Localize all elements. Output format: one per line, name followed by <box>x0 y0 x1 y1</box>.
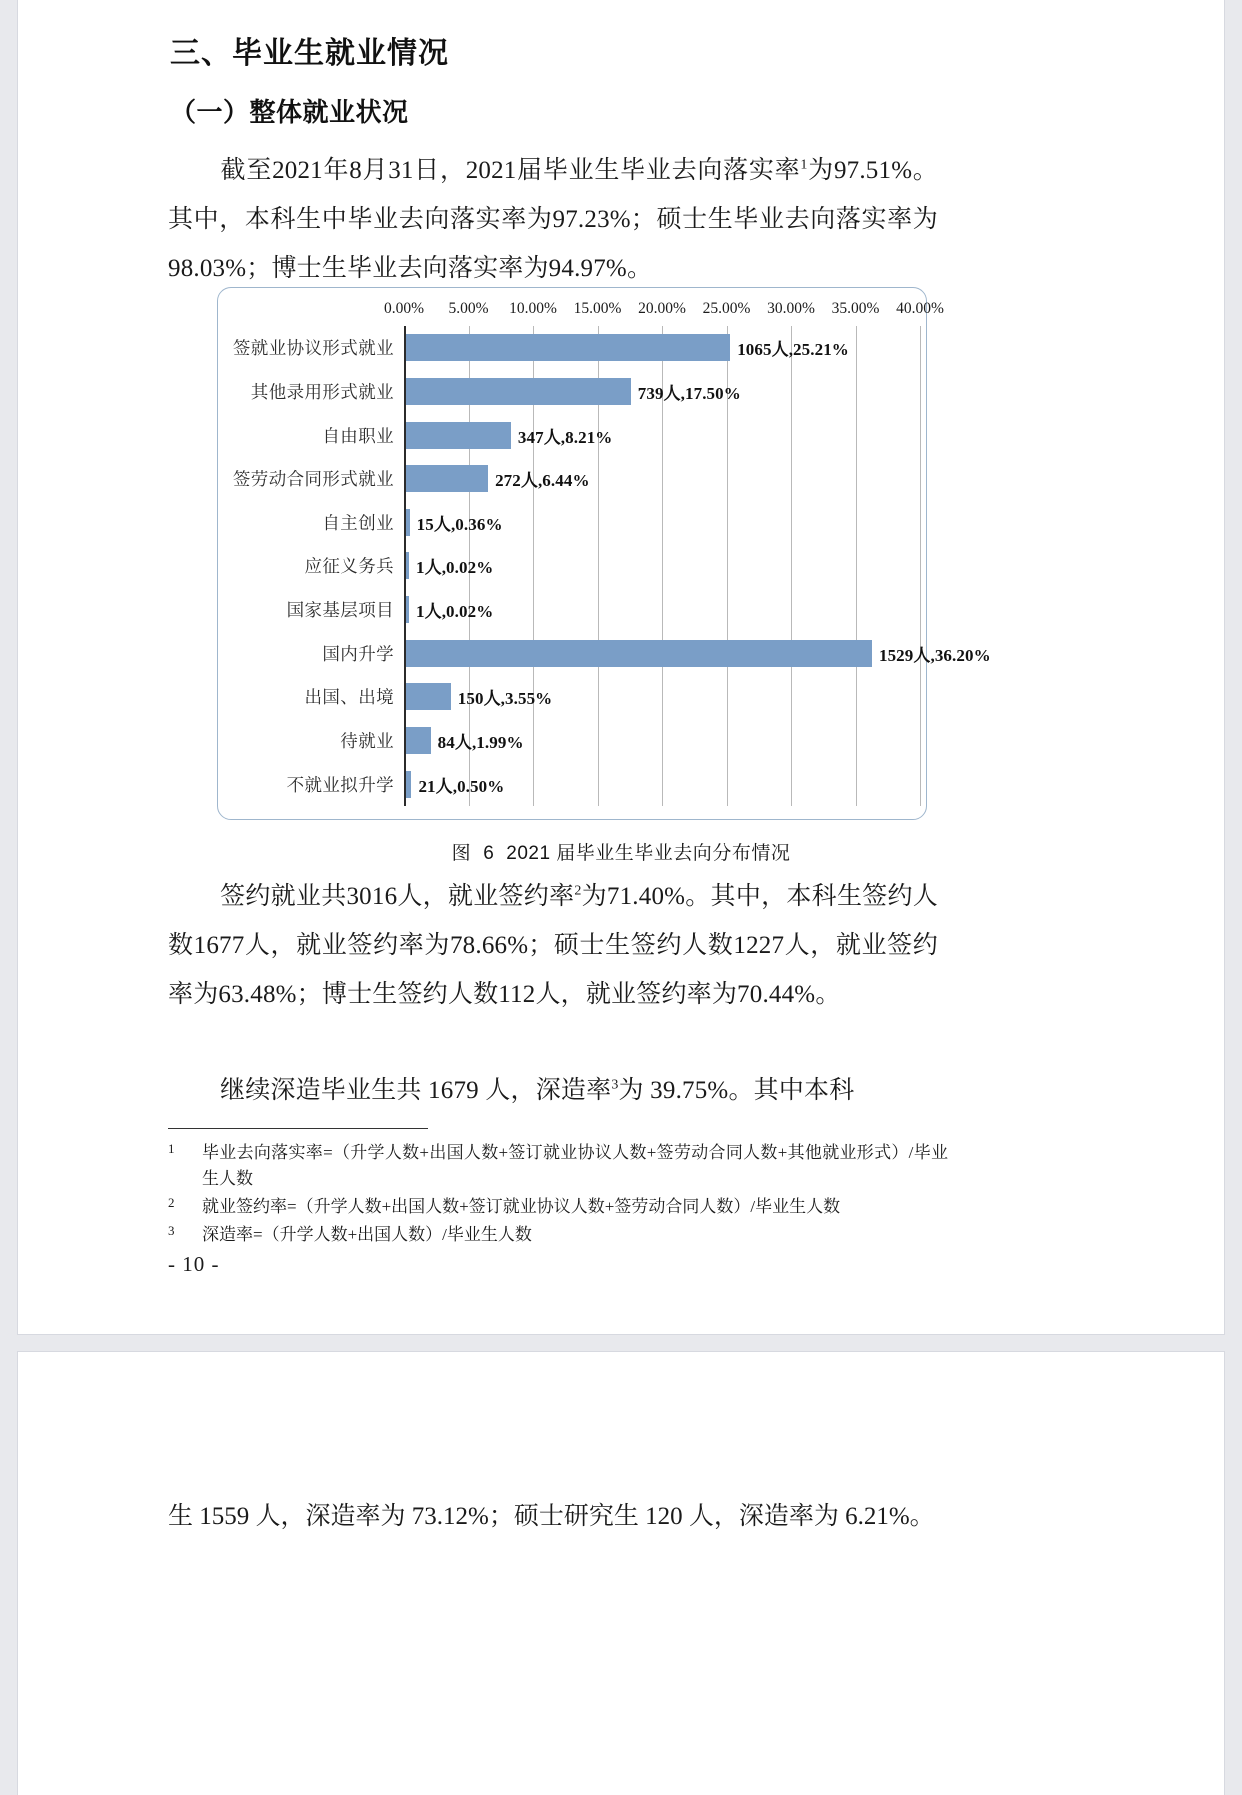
bar-category-label: 不就业拟升学 <box>286 774 394 795</box>
x-axis-tick-label: 40.00% <box>896 300 944 317</box>
footnote-list <box>168 1140 948 1250</box>
footnote-ref-3: 3 <box>611 1077 619 1093</box>
chart-bar <box>405 334 730 361</box>
bar-data-label: 84人,1.99% <box>437 733 524 753</box>
paragraph-further-study <box>168 1066 938 1115</box>
chart-bar <box>405 640 872 667</box>
paragraph-3-rest: 为 39.75%。其中本科 <box>618 1077 855 1104</box>
footnote-ref-1: 1 <box>800 157 808 173</box>
footnote-marker: 3 <box>168 1223 175 1238</box>
paragraph-overall-employment <box>168 146 938 293</box>
chart-bar <box>405 378 631 405</box>
bar-category-label: 签劳动合同形式就业 <box>232 469 394 490</box>
section-heading: 三、毕业生就业情况 <box>170 37 449 70</box>
bar-data-label: 21人,0.50% <box>418 776 505 796</box>
chart-bar-row <box>322 501 920 545</box>
x-axis-tick-label: 25.00% <box>702 300 751 317</box>
value-axis-line <box>404 326 406 806</box>
figure-caption-title: 2021 届毕业生毕业去向分布情况 <box>506 843 791 864</box>
bar-category-label: 国家基层项目 <box>286 600 394 621</box>
bar-category-label: 自主创业 <box>322 512 394 533</box>
bar-category-label: 出国、出境 <box>304 687 394 708</box>
document-page-2 <box>18 1352 1224 1795</box>
footnote-text: 深造率=（升学人数+出国人数）/毕业生人数 <box>202 1225 532 1244</box>
paragraph-2-rest: 为71.40%。其中，本科生签约人数1677人，就业签约率为78.66%；硕士生签约人数1227人，就业签约率为63.48%；博士生签约人数112人，就业签约率为70.44%。 <box>168 883 938 1008</box>
x-axis-tick-label: 30.00% <box>767 300 815 317</box>
bar-data-label: 1人,0.02% <box>416 602 494 622</box>
bar-category-label: 应征义务兵 <box>304 556 394 577</box>
paragraph-signed-employment <box>168 872 938 1019</box>
chart-bar-row <box>232 457 920 501</box>
footnote-marker: 1 <box>168 1141 175 1156</box>
bar-data-label: 272人,6.44% <box>495 471 590 491</box>
chart-plot-container <box>218 288 991 819</box>
chart-bar <box>405 422 511 449</box>
document-page-1 <box>18 0 1224 1334</box>
chart-bar <box>405 683 451 710</box>
footnote-item <box>168 1140 948 1192</box>
paragraph-1-rest: 为97.51%。其中，本科生中毕业去向落实率为97.23%；硕士生毕业去向落实率为98.03%；博士生毕业去向落实率为94.97%。 <box>168 157 938 282</box>
x-axis-tick-label: 35.00% <box>831 300 880 317</box>
x-axis-tick-label: 5.00% <box>448 300 489 317</box>
figure-6-chart <box>217 287 991 820</box>
x-axis-tick-label: 10.00% <box>509 300 557 317</box>
chart-bars-region <box>232 326 991 806</box>
bar-data-label: 1人,0.02% <box>416 558 494 578</box>
bar-data-label: 1529人,36.20% <box>878 645 991 665</box>
paragraph-further-study-continued: 生 1559 人，深造率为 73.12%；硕士研究生 120 人，深造率为 6.21%。 <box>168 1503 935 1530</box>
paragraph-3-prefix: 继续深造毕业生共 1679 人，深造率 <box>220 1077 612 1104</box>
subsection-heading: （一）整体就业状况 <box>170 97 409 127</box>
chart-bar-row <box>304 675 920 719</box>
chart-bar <box>405 465 488 492</box>
bar-category-label: 其他录用形式就业 <box>250 381 394 402</box>
footnote-item <box>168 1194 948 1220</box>
chart-bar-row <box>340 719 920 763</box>
chart-bar-row <box>286 588 920 632</box>
bar-category-label: 签就业协议形式就业 <box>232 338 394 359</box>
figure-caption <box>18 838 1224 865</box>
bar-data-label: 347人,8.21% <box>517 427 613 447</box>
bar-category-label: 国内升学 <box>322 643 394 664</box>
bar-data-label: 15人,0.36% <box>416 514 503 534</box>
chart-bar-row <box>250 370 920 414</box>
chart-bar-row <box>286 762 920 806</box>
page-number: - 10 - <box>168 1252 220 1276</box>
footnote-text: 毕业去向落实率=（升学人数+出国人数+签订就业协议人数+签劳动合同人数+其他就业形式）/毕业生人数 <box>202 1143 948 1188</box>
x-axis-tick-label: 0.00% <box>383 300 425 317</box>
footnote-marker: 2 <box>168 1195 175 1210</box>
footnote-ref-2: 2 <box>574 883 582 899</box>
chart-bar-row <box>322 413 920 457</box>
chart-bar-row <box>232 326 920 370</box>
gridline <box>920 326 921 806</box>
bar-category-label: 待就业 <box>340 731 394 752</box>
chart-x-axis-ticks <box>383 300 944 324</box>
bar-data-label: 1065人,25.21% <box>737 340 849 360</box>
bar-data-label: 150人,3.55% <box>457 689 553 709</box>
figure-caption-number: 6 <box>483 843 495 864</box>
bar-data-label: 739人,17.50% <box>637 383 741 403</box>
paragraph-2-prefix: 签约就业共3016人，就业签约率 <box>220 883 575 910</box>
footnote-item <box>168 1222 948 1248</box>
bar-category-label: 自由职业 <box>322 425 394 446</box>
footnote-separator-rule <box>168 1128 428 1129</box>
figure-caption-prefix: 图 <box>451 843 472 864</box>
chart-bar-row <box>322 631 991 675</box>
paragraph-1-prefix: 截至2021年8月31日，2021届毕业生毕业去向落实率 <box>220 157 801 184</box>
footnote-text: 就业签约率=（升学人数+出国人数+签订就业协议人数+签劳动合同人数）/毕业生人数 <box>202 1197 841 1216</box>
x-axis-tick-label: 20.00% <box>638 300 686 317</box>
chart-bar <box>405 727 431 754</box>
x-axis-tick-label: 15.00% <box>573 300 622 317</box>
chart-bar-row <box>304 544 920 588</box>
